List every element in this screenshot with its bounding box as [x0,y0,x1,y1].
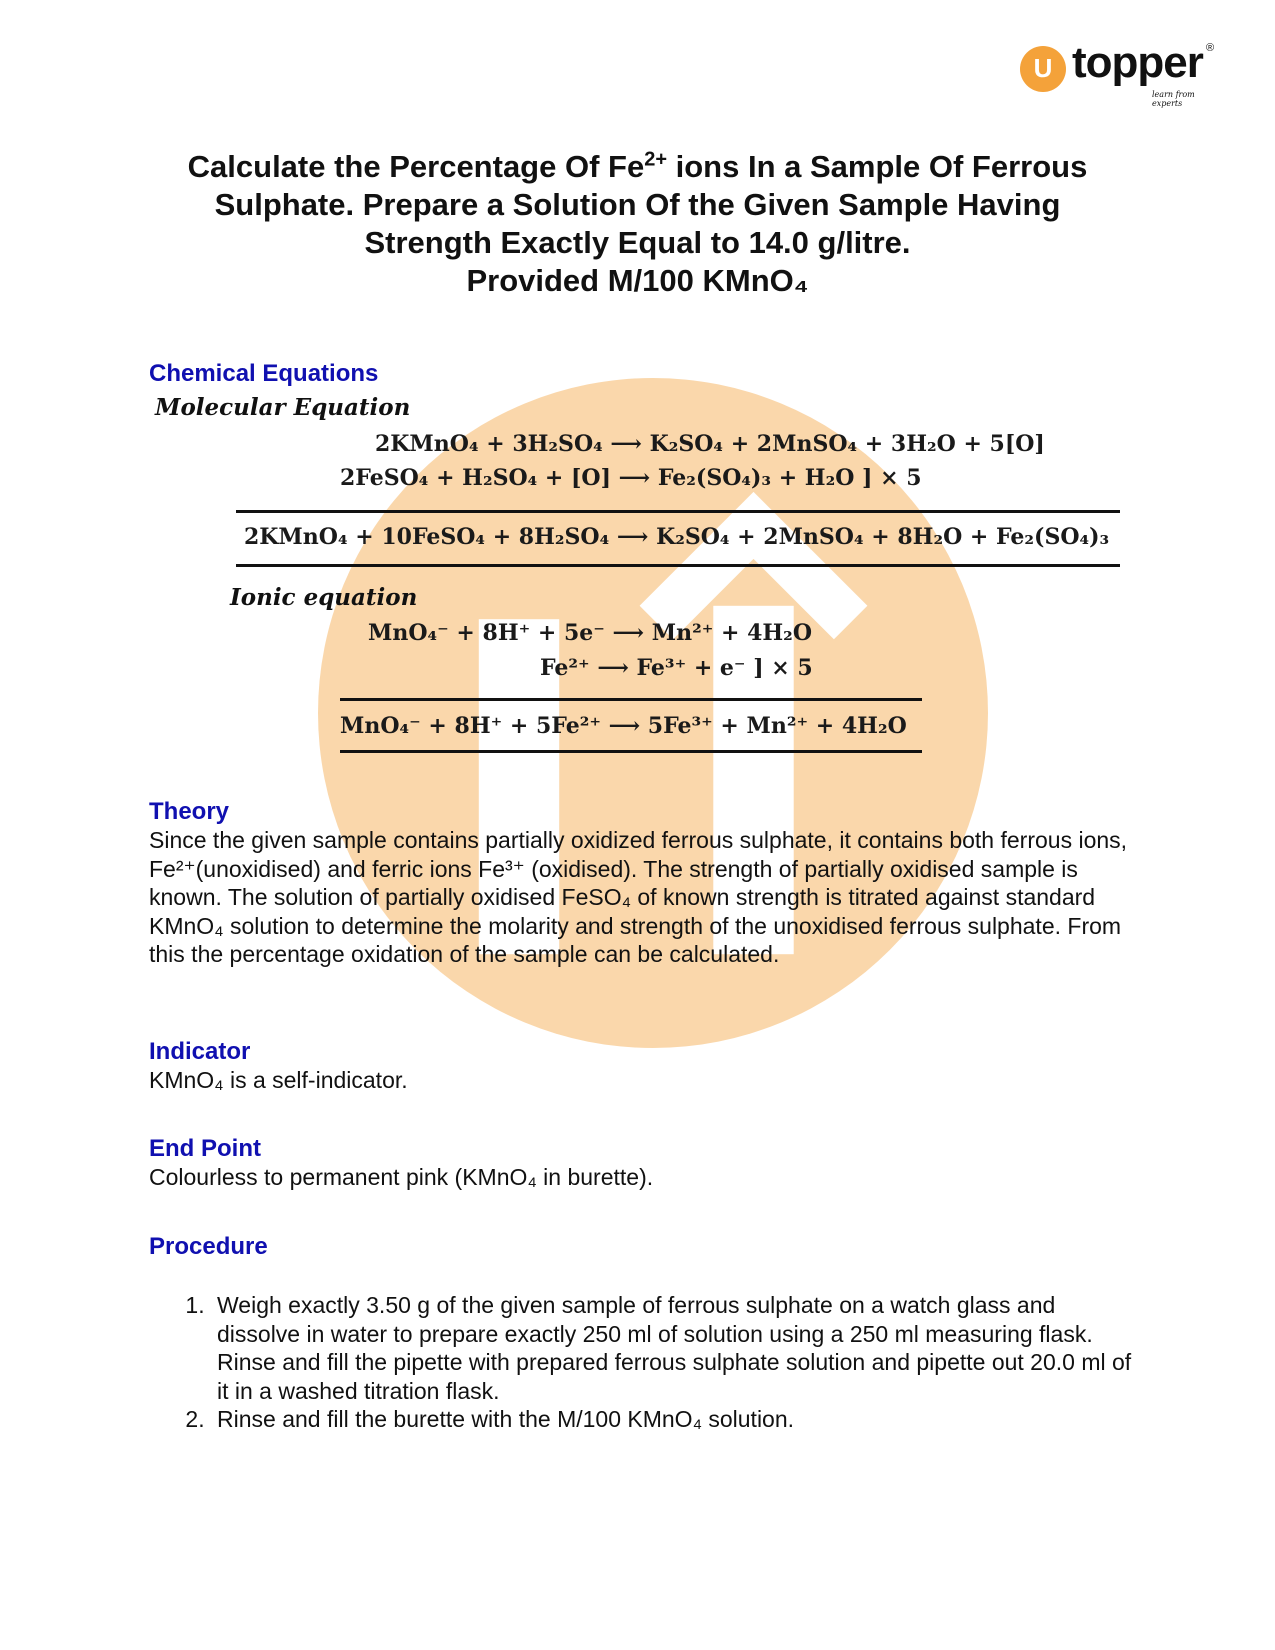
procedure-list [149,1291,1139,1434]
end-point-heading: End Point [149,1135,261,1162]
theory-heading: Theory [149,798,230,825]
molecular-equation-2: 2FeSO₄ + H₂SO₄ + [O] ⟶ Fe₂(SO₄)₃ + H₂O ] × 5 [340,465,922,491]
indicator-text: KMnO₄ is a self-indicator. [149,1067,408,1093]
ionic-net-equation: MnO₄⁻ + 8H⁺ + 5Fe²⁺ ⟶ 5Fe³⁺ + Mn²⁺ + 4H₂O [340,713,907,739]
ionic-equation-2: Fe²⁺ ⟶ Fe³⁺ + e⁻ ] × 5 [540,655,813,681]
procedure-heading: Procedure [149,1233,268,1260]
logo-wordmark: topper [1072,38,1203,87]
end-point-text: Colourless to permanent pink (KMnO₄ in burette). [149,1164,654,1190]
title-line2: Sulphate. Prepare a Solution Of the Given Sample Having [214,187,1061,222]
molecular-equation-1: 2KMnO₄ + 3H₂SO₄ ⟶ K₂SO₄ + 2MnSO₄ + 3H₂O + 5[O] [375,431,1045,457]
indicator-heading: Indicator [149,1038,251,1065]
theory-text: Since the given sample contains partially oxidized ferrous sulphate, it contains both ferrous ions, Fe²⁺(unoxidised) and ferric ions Fe³⁺ (oxidised). The strength of partially oxidised sample is known. The solution of partially oxidised FeSO₄ of known strength is titrated against standard KMnO₄ solution to determine the molarity and strength of the unoxidised ferrous sulphate. From this the percentage oxidation of the sample can be calculated. [149,827,1128,967]
page-title [100,148,1175,300]
chemical-equations-heading: Chemical Equations [149,360,379,387]
logo-tagline: learn from experts [1152,90,1195,108]
divider [236,564,1120,567]
ionic-equation-1: MnO₄⁻ + 8H⁺ + 5e⁻ ⟶ Mn²⁺ + 4H₂O [368,620,812,646]
divider [340,698,922,701]
molecular-net-equation: 2KMnO₄ + 10FeSO₄ + 8H₂SO₄ ⟶ K₂SO₄ + 2MnSO₄ + 8H₂O + Fe₂(SO₄)₃ [244,524,1110,550]
title-line4: Provided M/100 KMnO₄ [466,263,809,298]
molecular-equation-label: Molecular Equation [155,394,411,421]
indicator-section [149,1038,1139,1095]
title-sup: 2+ [644,148,668,171]
procedure-section [149,1233,1139,1434]
ionic-equation-label: Ionic equation [230,584,418,611]
procedure-step: 1. Weigh exactly 3.50 g of the given sample of ferrous sulphate on a watch glass and dissolve in water to prepare exactly 250 ml of solution using a 250 ml measuring flask. Rinse and fill the pipette with prepared ferrous sulphate solution and pipette out 20.0 ml of it in a washed titration flask. [211,1291,1139,1405]
title-line1-end: ions In a Sample Of Ferrous [667,149,1088,184]
divider [340,750,922,753]
theory-section [149,798,1139,969]
title-line1: Calculate the Percentage Of Fe [187,149,645,184]
registered-mark: ® [1206,42,1215,54]
logo-mark-icon: U [1020,46,1066,92]
title-line3: Strength Exactly Equal to 14.0 g/litre. [364,225,911,260]
topper-logo [1020,38,1220,108]
end-point-section [149,1135,1139,1192]
divider [236,510,1120,513]
procedure-step: 2. Rinse and fill the burette with the M/100 KMnO₄ solution. [211,1405,1139,1434]
